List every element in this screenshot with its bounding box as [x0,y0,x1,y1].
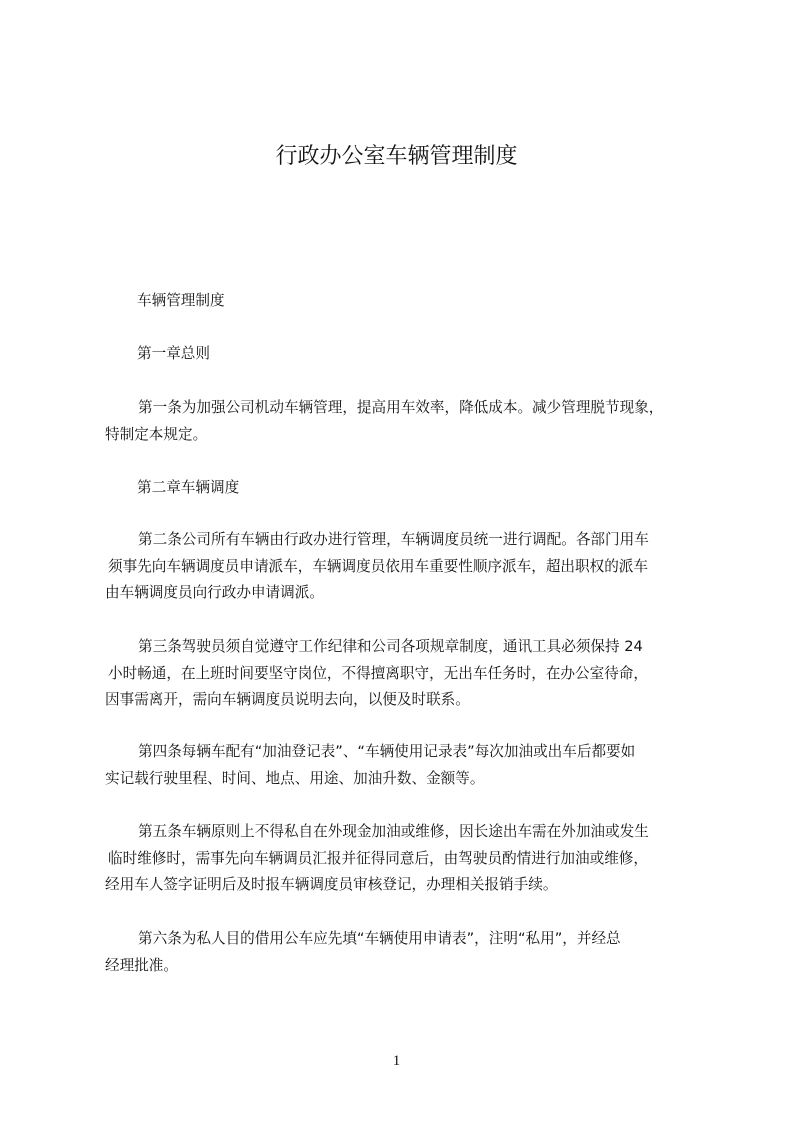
article-4-line: 第四条每辆车配有“加油登记表”、“车辆使用记录表”每次加油或出车后都要如 [138,743,636,760]
article-6-line: 第六条为私人目的借用公车应先填“车辆使用申请表”，注明“私用”，并经总 [138,930,621,947]
document-title: 行政办公室车辆管理制度 [275,144,518,169]
article-5-line: 第五条车辆原则上不得私自在外现金加油或维修，因长途出车需在外加油或发生 [138,823,649,840]
article-3-line: 因事需离开，需向车辆调度员说明去向，以便及时联系。 [105,691,470,709]
article-1-line: 第一条为加强公司机动车辆管理，提高用车效率，降低成本。减少管理脱节现象， [138,399,664,416]
article-3-line: 第三条驾驶员须自觉遵守工作纪律和公司各项规章制度，通讯工具必须保持 24 [138,638,643,655]
article-2 [105,527,715,607]
article-5 [105,819,715,899]
article-6 [105,926,715,979]
article-1-line: 特制定本规定。 [105,425,208,443]
article-2-line: 须事先向车辆调度员申请派车，车辆调度员依用车重要性顺序派车，超出职权的派车 [108,557,648,575]
article-2-line: 由车辆调度员向行政办申请调派。 [105,584,324,602]
chapter-heading-2: 第二章车辆调度 [137,479,240,496]
article-2-line: 第二条公司所有车辆由行政办进行管理，车辆调度员统一进行调配。各部门用车 [138,531,649,548]
page-number: 1 [392,1053,401,1069]
article-5-line: 临时维修时，需事先向车辆调员汇报并征得同意后，由驾驶员酌情进行加油或维修， [108,849,648,867]
article-4-line: 实记载行驶里程、时间、地点、用途、加油升数、金额等。 [105,769,485,787]
article-3-line: 小时畅通，在上班时间要坚守岗位，不得擅离职守，无出车任务时，在办公室待命， [108,664,648,682]
section-heading: 车辆管理制度 [137,292,225,309]
chapter-heading-1: 第一章总则 [137,345,210,362]
article-1 [105,395,715,448]
article-6-line: 经理批准。 [105,956,178,974]
article-5-line: 经用车人签字证明后及时报车辆调度员审核登记，办理相关报销手续。 [105,876,558,894]
article-4 [105,739,715,792]
article-3 [105,634,715,714]
